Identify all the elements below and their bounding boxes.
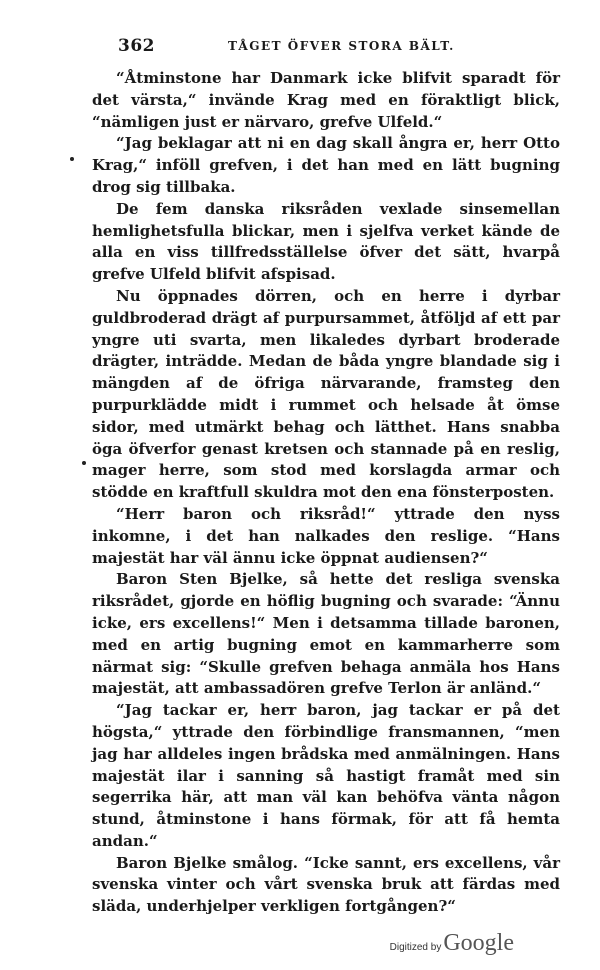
google-logo-text: Google (443, 930, 514, 956)
paragraph: “Åtminstone har Danmark icke blifvit sparadt för det värsta,“ invände Krag med en föraktligt blick, “nämligen just er närvaro, grefve Ulfeld.“ (92, 69, 560, 131)
page-number: 362 (118, 36, 155, 56)
digitization-watermark (390, 930, 514, 957)
paragraph: Baron Bjelke smålog. “Icke sannt, ers excellens, vår svenska vinter och vårt svenska bruk att färdas med släda, underhjelper verkligen fortgången?“ (92, 853, 560, 916)
paragraph: De fem danska riksråden vexlade sinsemellan hemlighetsfulla blickar, men i sjelfva verket kände de alla en viss tillfredsställelse öfver det sätt, hvarpå grefve Ulfeld blifvit afspisad. (92, 199, 560, 284)
margin-mark-dot (82, 461, 86, 465)
paragraph: “Jag beklagar att ni en dag skall ångra er, herr Otto Krag,“ inföll grefven, i det han med en lätt bugning drog sig tillbaka. (92, 134, 560, 196)
paragraph: “Herr baron och riksråd!“ yttrade den nyss inkomne, i det han nalkades den reslige. “Hans majestät har väl ännu icke öppnat audiensen?“ (92, 504, 560, 567)
body-text (92, 68, 560, 918)
digitized-by-label: Digitized by (389, 942, 442, 953)
page-header (118, 36, 558, 58)
paragraph: Nu öppnades dörren, och en herre i dyrbar guldbroderad drägt af purpursammet, åtföljd af ett par yngre uti svarta, men likaledes dyrbart broderade drägter, inträdde. Medan de båda yngre blandade sig i mängden af de öfriga närvarande, framsteg den purpurklädde midt i rummet och helsade åt ömse sidor, med utmärkt behag och lätthet. Hans snabba öga öfverfor genast kretsen och stannade på en reslig, mager herre, som stod med korslagda armar och stödde en kraftfull skuldra mot den ena fönsterposten. (92, 286, 560, 502)
paragraph: Baron Sten Bjelke, så hette det resliga svenska riksrådet, gjorde en höflig bugning och svarade: “Ännu icke, ers excellens!“ Men i detsamma tillade baronen, med en artig bugning emot en kammarherre som närmat sig: “Skulle grefven behaga anmäla hos Hans majestät, att ambassadören grefve Terlon är anländ.“ (92, 570, 560, 698)
paragraph: “Jag tackar er, herr baron, jag tackar er på det högsta,“ yttrade den förbindlige fransmannen, “men jag har alldeles ingen brådska med anmälningen. Hans majestät ilar i sanning så hastigt framåt med sin segerrika här, att man väl kan behöfva vänta någon stund, åtminstone i hans förmak, för att få hemta andan.“ (92, 701, 560, 850)
margin-mark-dot (70, 157, 74, 161)
running-title: TÅGET ÖFVER STORA BÄLT. (228, 39, 455, 53)
